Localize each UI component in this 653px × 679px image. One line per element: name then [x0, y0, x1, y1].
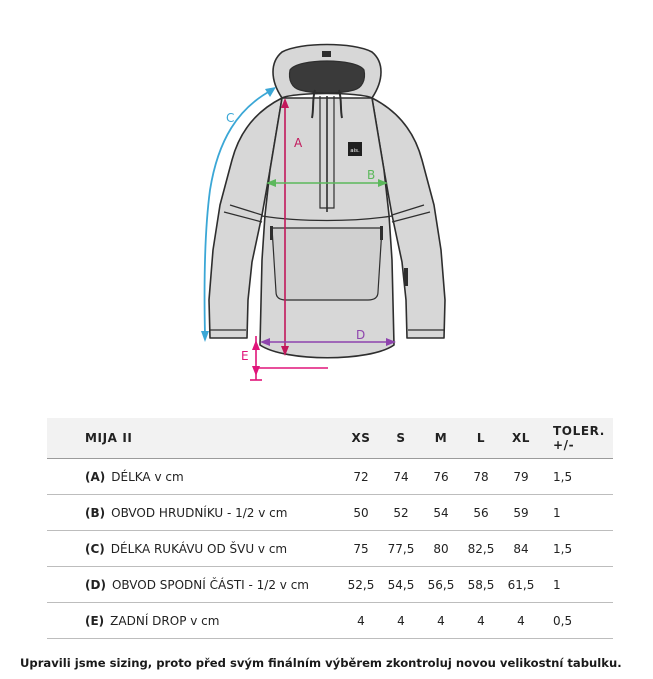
pocket-zip-left — [270, 226, 273, 240]
cell-tolerance: 0,5 — [541, 603, 613, 639]
measure-e-label: E — [241, 349, 249, 363]
row-code: (C) — [85, 541, 105, 556]
column-header-l: L — [461, 418, 501, 459]
table-header-row — [47, 418, 613, 459]
cell-xl: 59 — [501, 495, 541, 531]
cell-xs: 4 — [341, 603, 381, 639]
cell-tolerance: 1 — [541, 567, 613, 603]
cell-xl: 4 — [501, 603, 541, 639]
cell-tolerance: 1,5 — [541, 459, 613, 495]
size-table — [47, 418, 613, 639]
cell-l: 82,5 — [461, 531, 501, 567]
cell-xs: 52,5 — [341, 567, 381, 603]
table-row — [47, 567, 613, 603]
sizing-footnote: Upravili jsme sizing, proto před svým finálním výběrem zkontroluj novou velikostní tabulku. — [20, 656, 622, 670]
row-label-text: DÉLKA v cm — [111, 469, 184, 484]
row-label-text: DÉLKA RUKÁVU OD ŠVU v cm — [110, 541, 288, 556]
column-header-s: S — [381, 418, 421, 459]
measure-c-arrow-bottom — [201, 331, 209, 342]
hood-tag — [322, 51, 331, 57]
cell-l: 78 — [461, 459, 501, 495]
cell-s: 77,5 — [381, 531, 421, 567]
cell-s: 4 — [381, 603, 421, 639]
cell-m: 54 — [421, 495, 461, 531]
table-title: MIJA II — [47, 418, 341, 459]
row-code: (D) — [85, 577, 106, 592]
hood-opening — [289, 61, 364, 93]
cell-l: 56 — [461, 495, 501, 531]
row-label-text: OBVOD SPODNÍ ČÁSTI - 1/2 v cm — [111, 577, 309, 592]
sleeve-pocket — [404, 268, 408, 286]
cell-xs: 75 — [341, 531, 381, 567]
cell-xl: 61,5 — [501, 567, 541, 603]
cell-m: 56,5 — [421, 567, 461, 603]
table-row — [47, 495, 613, 531]
measure-b-label: B — [367, 168, 376, 182]
cell-xs: 50 — [341, 495, 381, 531]
row-label-text: ZADNÍ DROP v cm — [110, 613, 220, 628]
cell-l: 58,5 — [461, 567, 501, 603]
table-row — [47, 531, 613, 567]
row-code: (E) — [85, 613, 105, 628]
row-code: (B) — [85, 505, 106, 520]
cell-tolerance: 1 — [541, 495, 613, 531]
column-header-xl: XL — [501, 418, 541, 459]
chest-logo-text: ais. — [350, 148, 360, 154]
row-label — [47, 495, 341, 531]
row-code: (A) — [85, 469, 106, 484]
measure-c-label: C — [226, 111, 235, 125]
cell-l: 4 — [461, 603, 501, 639]
column-header-m: M — [421, 418, 461, 459]
table-row — [47, 603, 613, 639]
measure-a-label: A — [294, 136, 303, 150]
row-label-text: OBVOD HRUDNÍKU - 1/2 v cm — [111, 505, 288, 520]
column-header-xs: XS — [341, 418, 381, 459]
cell-m: 4 — [421, 603, 461, 639]
row-label — [47, 567, 341, 603]
cell-xl: 84 — [501, 531, 541, 567]
cell-tolerance: 1,5 — [541, 531, 613, 567]
pocket-zip-right — [380, 226, 383, 240]
row-label — [47, 459, 341, 495]
cell-m: 80 — [421, 531, 461, 567]
table-row — [47, 459, 613, 495]
row-label — [47, 603, 341, 639]
kangaroo-pocket — [272, 228, 382, 300]
row-label — [47, 531, 341, 567]
cell-m: 76 — [421, 459, 461, 495]
measure-d-label: D — [356, 328, 366, 342]
cell-s: 54,5 — [381, 567, 421, 603]
column-header-tolerance: TOLER. +/- — [541, 418, 613, 459]
cell-xs: 72 — [341, 459, 381, 495]
cell-s: 52 — [381, 495, 421, 531]
cell-s: 74 — [381, 459, 421, 495]
cell-xl: 79 — [501, 459, 541, 495]
